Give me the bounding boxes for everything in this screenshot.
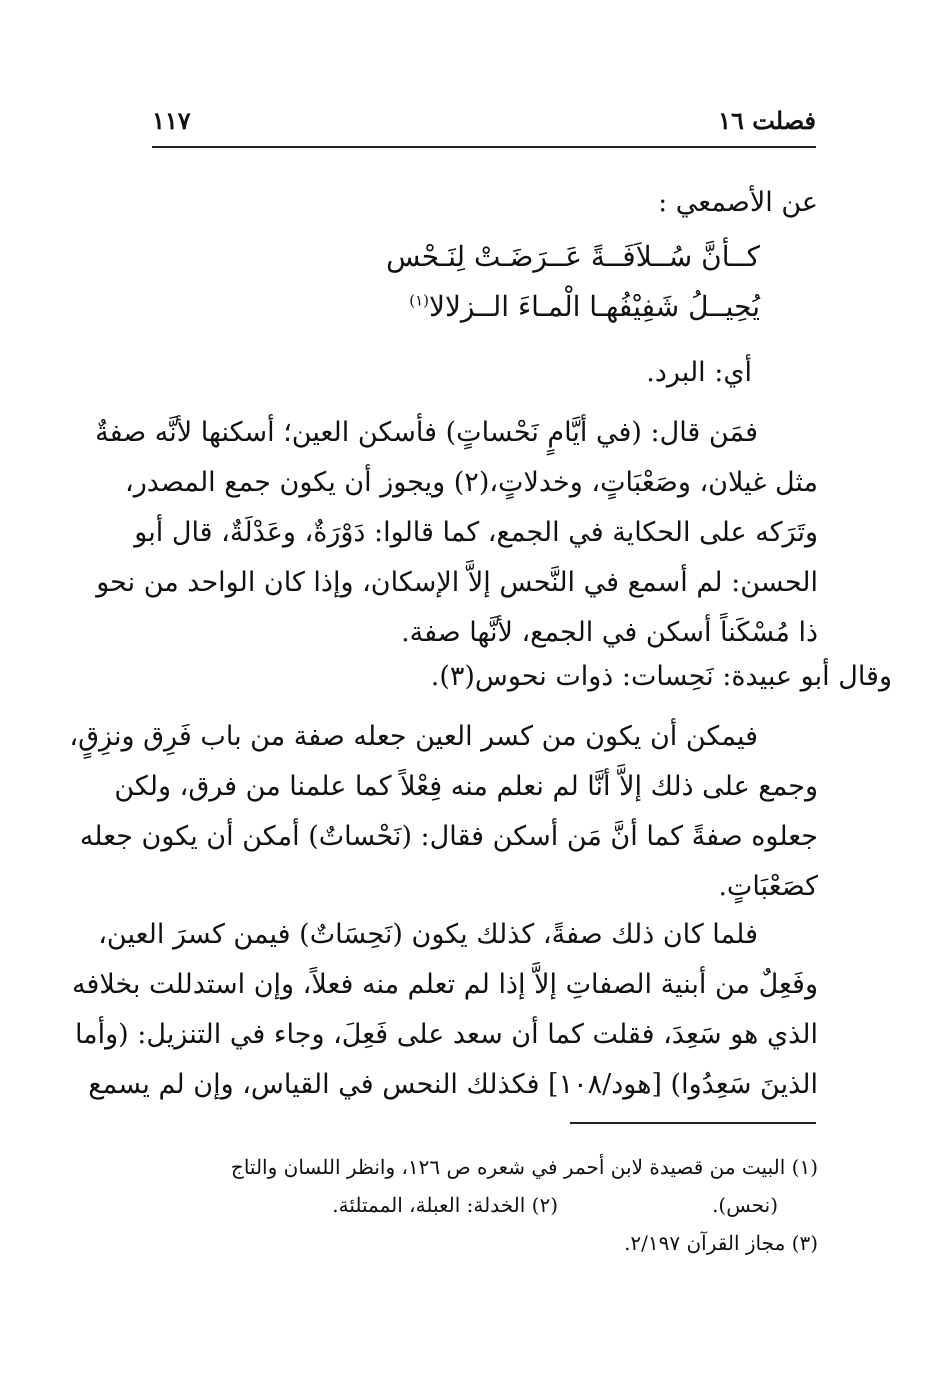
- paragraph-2-line-5: ذا مُسْكَناً أسكن في الجمع، لأنَّها صفة.: [401, 617, 818, 648]
- footnote-1-line-2: (نحس).: [712, 1193, 778, 1217]
- paragraph-5-line-2: وفَعِلٌ من أبنية الصفاتِ إلاَّ إذا لم تعلم منه فعلاً، وإن استدللت بخلافه: [72, 969, 818, 1000]
- paragraph-4-line-3: جعلوه صفةً كما أنَّ مَن أسكن فقال: (نَحْساتٌ) أمكن أن يكون جعله: [79, 821, 818, 852]
- paragraph-4-line-2: وجمع على ذلك إلاَّ أنَّا لم نعلم منه فِعْلاً كما علمنا من فرق، ولكن: [114, 771, 818, 802]
- footnote-1-2-line: [152, 1186, 818, 1224]
- paragraph-4-line-1: فيمكن أن يكون من كسر العين جعله صفة من باب فَرِق ونزِقٍ،: [69, 721, 758, 752]
- paragraph-3: [431, 652, 892, 702]
- paragraph-2-line-2: مثل غيلان، وصَعْبَاتٍ، وخدلاتٍ،(٢) ويجوز أن يكون جمع المصدر،: [125, 467, 818, 498]
- paragraph-1-text: أي: البرد.: [646, 357, 752, 388]
- page-header: [152, 100, 816, 148]
- intro-line: [150, 178, 818, 228]
- paragraph-2: [95, 408, 818, 658]
- paragraph-1: [646, 348, 752, 398]
- paragraph-3-text: وقال أبو عبيدة: نَحِسات: ذوات نحوس(٣).: [430, 661, 892, 692]
- footnote-2: (٢) الخدلة: العبلة، الممتلئة.: [332, 1193, 558, 1217]
- poem-verse-2: [409, 290, 760, 323]
- paragraph-5-line-4: الذينَ سَعِدُوا) [هود/١٠٨] فكذلك النحس في القياس، وإن لم يسمع: [88, 1069, 818, 1100]
- paragraph-4-line-4: كصَعْبَاتٍ.: [718, 871, 818, 902]
- paragraph-4: [69, 712, 818, 912]
- footnote-separator: [570, 1122, 816, 1124]
- intro-text: عن الأصمعي :: [658, 187, 818, 218]
- footnote-mark-1: (١): [409, 291, 429, 310]
- poem-verse-1: كــأنَّ سُــلاَفَــةً عَــرَضَـتْ لِنَـحْس: [386, 240, 760, 273]
- paragraph-2-line-3: وتَرَكه على الحكاية في الجمع، كما قالوا: دَوْرَةٌ، وعَدْلَةٌ، قال أبو: [134, 517, 818, 548]
- paragraph-2-line-4: الحسن: لم أسمع في النَّحس إلاَّ الإسكان، وإذا كان الواحد من نحو: [96, 567, 818, 598]
- poem-verse-2-text: يُحِيــلُ شَفِيْفُهـا الْمـاءَ الــزلالا: [428, 290, 760, 323]
- paragraph-2-line-1: فمَن قال: (في أيَّامٍ نَحْساتٍ) فأسكن العين؛ أسكنها لأنَّه صفةٌ: [95, 417, 758, 448]
- footnotes: [152, 1148, 818, 1262]
- footnote-1-line-1: (١) البيت من قصيدة لابن أحمر في شعره ص ١٢٦، وانظر اللسان والتاج: [230, 1155, 818, 1179]
- page-number: ١١٧: [152, 106, 191, 135]
- chapter-title: فصلت ١٦: [718, 106, 816, 135]
- footnote-3: (٣) مجاز القرآن ٢/١٩٧.: [624, 1231, 818, 1255]
- paragraph-5-line-1: فلما كان ذلك صفةً، كذلك يكون (نَحِسَاتٌ) فيمن كسرَ العين،: [98, 919, 758, 950]
- paragraph-5-line-3: الذي هو سَعِدَ، فقلت كما أن سعد على فَعِلَ، وجاء في التنزيل: (وأما: [74, 1019, 818, 1050]
- paragraph-5: [72, 910, 818, 1110]
